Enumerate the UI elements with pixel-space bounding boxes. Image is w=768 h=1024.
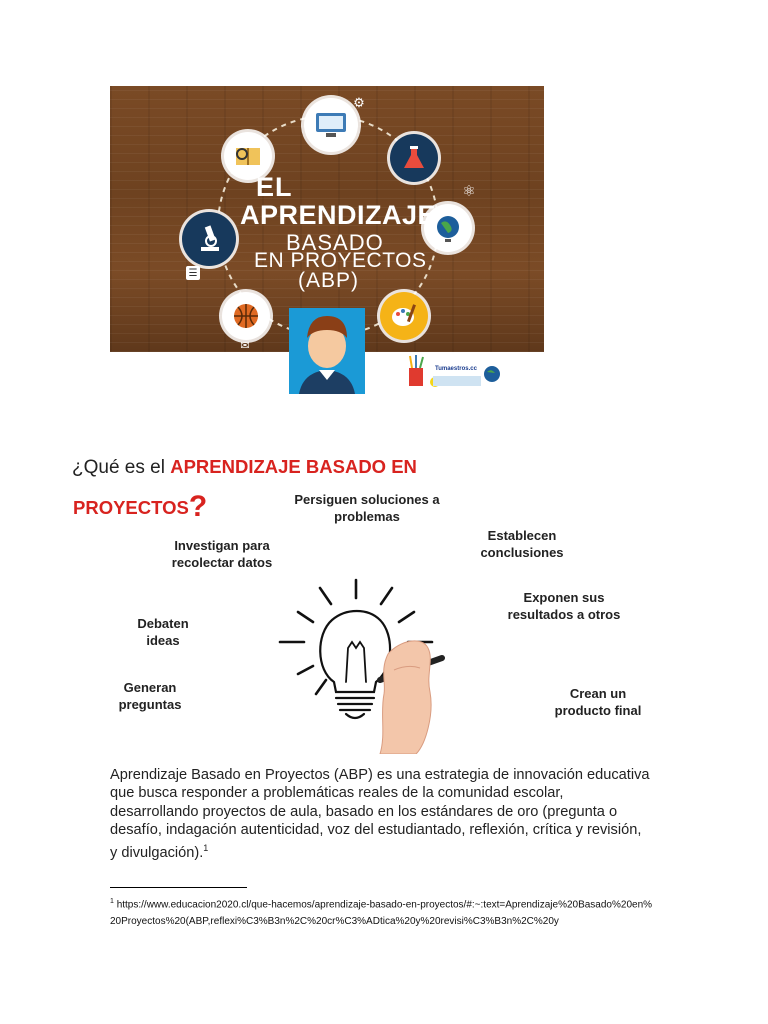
item-debaten-line2: ideas	[146, 633, 180, 648]
banner-title-basado: BASADO	[286, 230, 384, 255]
lightbulb-icon	[276, 574, 452, 754]
item-investigan-line1: Investigan para	[174, 538, 270, 553]
list-icon: ☰	[186, 266, 200, 280]
body-paragraph	[110, 766, 650, 862]
banner-title-el: EL	[256, 172, 293, 202]
item-persiguen-line1: Persiguen soluciones a	[294, 492, 440, 507]
item-establecen	[470, 527, 574, 561]
logo-text: Tumaestros.cc	[435, 366, 477, 372]
footnote	[110, 893, 655, 930]
item-generan	[108, 679, 192, 713]
item-establecen-line2: conclusiones	[480, 545, 564, 560]
question-highlight-2: PROYECTOS	[73, 497, 189, 518]
footnote-link[interactable]: https://www.educacion2020.cl/que-hacemos/aprendizaje-basado-en-proyectos/#:~:text=Aprendizaje%20Basado%20en%20Proyectos%20(ABP,reflexi%C3%B3n%2C%20cr%C3%ADtica%20y%20revisi%C3%B3n%2C%20y	[110, 899, 653, 928]
footnote-reference[interactable]: 1	[203, 843, 209, 854]
body-paragraph-text: Aprendizaje Basado en Proyectos (ABP) es una estrategia de innovación educativa que busca responder a problemáticas reales de la comunidad escolar, desarrollando proyectos de aula, basado en los estándares de oro (pregunta o desafío, indagación autenticidad, voz del estudiantado, reflexión, crítica y revisión, y divulgación).	[110, 767, 650, 862]
student-avatar	[289, 308, 365, 394]
item-exponen-line1: Exponen sus	[523, 590, 605, 605]
question-highlight-1: APRENDIZAJE BASADO EN	[170, 456, 417, 477]
item-exponen-line2: resultados a otros	[507, 607, 621, 622]
item-debaten	[130, 615, 196, 649]
item-crean-line1: Crean un	[569, 686, 627, 701]
gear-icon: ⚙	[353, 95, 365, 110]
item-debaten-line1: Debaten	[137, 616, 189, 631]
banner-title-abp: (ABP)	[298, 269, 360, 292]
mail-icon: ✉	[240, 339, 250, 352]
microscope-icon	[182, 212, 236, 266]
item-persiguen	[292, 491, 442, 525]
item-investigan-line2: recolectar datos	[171, 555, 273, 570]
question-prefix: ¿Qué es el	[72, 457, 171, 478]
banner-title-en-proyectos: EN PROYECTOS	[254, 249, 427, 272]
item-exponen	[500, 589, 628, 623]
item-persiguen-line2: problemas	[334, 509, 400, 524]
item-establecen-line1: Establecen	[487, 528, 557, 543]
basketball-icon	[222, 292, 270, 340]
paint-palette-icon	[380, 292, 428, 340]
question-mark: ?	[188, 490, 208, 523]
question-heading-line2	[73, 488, 207, 522]
item-crean	[548, 685, 648, 719]
computer-icon	[304, 98, 358, 152]
banner-title-aprendizaje: APRENDIZAJE	[240, 200, 437, 230]
tumaestros-logo	[405, 354, 503, 390]
item-investigan	[168, 537, 276, 571]
question-heading-line1	[72, 456, 417, 479]
footnote-mark: 1	[110, 898, 114, 905]
item-crean-line2: producto final	[554, 703, 642, 718]
footnote-separator	[110, 887, 247, 888]
item-generan-line2: preguntas	[118, 697, 182, 712]
item-generan-line1: Generan	[123, 680, 177, 695]
atom-icon: ⚛	[462, 183, 476, 200]
